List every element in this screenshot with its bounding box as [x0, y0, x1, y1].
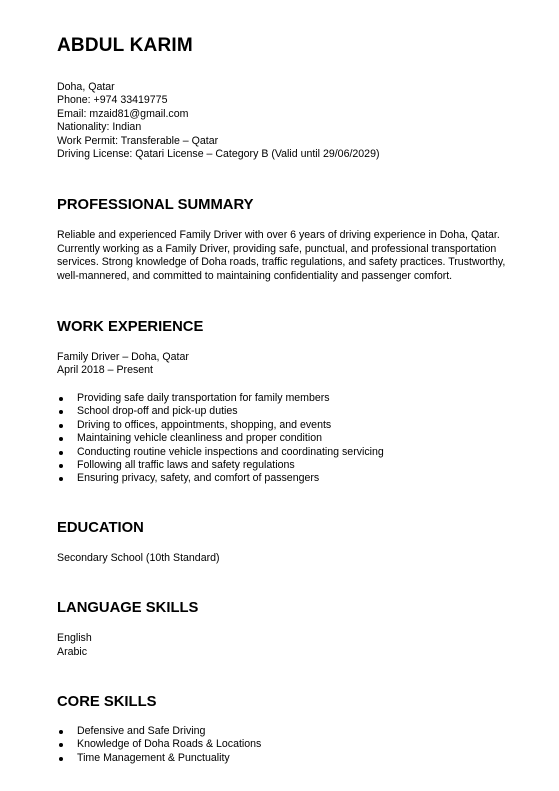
bullet-icon	[59, 397, 63, 401]
contact-work-permit: Work Permit: Transferable – Qatar	[57, 134, 219, 147]
bullet-icon	[59, 743, 63, 747]
section-title-education: EDUCATION	[57, 519, 144, 536]
bullet-icon	[59, 410, 63, 414]
list-item: Following all traffic laws and safety regulations	[57, 459, 527, 472]
language-list	[57, 632, 527, 659]
job-period: April 2018 – Present	[57, 364, 153, 377]
list-item: Ensuring privacy, safety, and comfort of passengers	[57, 472, 527, 485]
contact-block	[57, 81, 527, 161]
section-title-core-skills: CORE SKILLS	[57, 693, 157, 710]
bullet-icon	[59, 477, 63, 481]
list-item: Maintaining vehicle cleanliness and proper condition	[57, 432, 527, 445]
section-title-languages: LANGUAGE SKILLS	[57, 600, 199, 617]
bullet-icon	[59, 451, 63, 455]
list-item: School drop-off and pick-up duties	[57, 405, 527, 418]
bullet-icon	[59, 424, 63, 428]
resume-page	[57, 36, 527, 765]
job-role: Family Driver – Doha, Qatar	[57, 351, 189, 364]
list-item: Defensive and Safe Driving	[57, 725, 527, 738]
core-skills-list	[57, 725, 527, 765]
bullet-icon	[59, 437, 63, 441]
education-item: Secondary School (10th Standard)	[57, 551, 220, 564]
bullet-icon	[59, 730, 63, 734]
language-item: Arabic	[57, 645, 88, 658]
contact-phone: Phone: +974 33419775	[57, 94, 168, 107]
list-item: Conducting routine vehicle inspections and coordinating servicing	[57, 446, 527, 459]
list-item: Driving to offices, appointments, shopping, and events	[57, 419, 527, 432]
contact-driving-license: Driving License: Qatari License – Category B (Valid until 29/06/2029)	[57, 148, 380, 161]
section-title-summary: PROFESSIONAL SUMMARY	[57, 197, 254, 214]
list-item: Knowledge of Doha Roads & Locations	[57, 738, 527, 751]
contact-nationality: Nationality: Indian	[57, 121, 142, 134]
candidate-name: ABDUL KARIM	[57, 35, 193, 56]
contact-email: Email: mzaid81@gmail.com	[57, 107, 189, 120]
section-title-work: WORK EXPERIENCE	[57, 319, 204, 336]
summary-text: Reliable and experienced Family Driver with over 6 years of driving experience in Doha, Qatar. Currently working as a Family Driver, providing safe, punctual, and professional transportation services. Strong knowledge of Doha roads, traffic regulations, and safety practices. Trustworthy, well-mannered, and committed to maintaining confidentiality and passenger comfort.	[57, 229, 506, 282]
contact-location: Doha, Qatar	[57, 81, 115, 93]
list-item: Time Management & Punctuality	[57, 752, 527, 765]
bullet-icon	[59, 757, 63, 761]
language-item: English	[57, 632, 92, 645]
bullet-icon	[59, 464, 63, 468]
duties-list	[57, 392, 527, 486]
job-header	[57, 351, 527, 378]
list-item: Providing safe daily transportation for family members	[57, 392, 527, 405]
education-list	[57, 552, 527, 565]
